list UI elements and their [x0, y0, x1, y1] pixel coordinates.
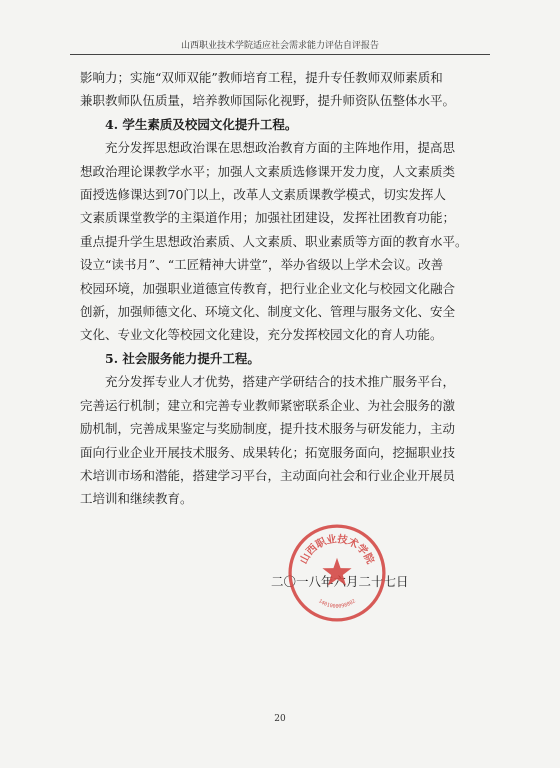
paragraph-line: 兼职教师队伍质量，培养教师国际化视野，提升师资队伍整体水平。 — [80, 93, 456, 109]
paragraph-line: 术培训市场和潜能，搭建学习平台，主动面向社会和行业企业开展员 — [80, 467, 456, 483]
section-heading: 4. 学生素质及校园文化提升工程。 — [105, 116, 298, 132]
body-text — [80, 66, 480, 511]
paragraph-line: 完善运行机制；建立和完善专业教师紧密联系企业、为社会服务的激 — [80, 397, 456, 413]
official-seal-stamp — [286, 522, 388, 624]
paragraph-line: 励机制，完善成果鉴定与奖励制度，提升技术服务与研发能力，主动 — [80, 421, 456, 437]
seal-code-text: 1401000098802 — [317, 598, 357, 610]
paragraph-line: 面向行业企业开展技术服务、成果转化；拓宽服务面向，挖掘职业技 — [80, 444, 456, 460]
section-heading: 5. 社会服务能力提升工程。 — [105, 350, 260, 366]
running-header: 山西职业技术学院适应社会需求能力评估自评报告 — [180, 41, 379, 51]
signature-date: 二〇一八年六月二十七日 — [271, 574, 409, 589]
paragraph-line: 想政治理论课教学水平；加强人文素质选修课开发力度，人文素质类 — [80, 163, 456, 179]
paragraph-line: 设立“读书月”、“工匠精神大讲堂”，举办省级以上学术会议。改善 — [80, 257, 444, 273]
paragraph-line: 文素质课堂教学的主渠道作用；加强社团建设，发挥社团教育功能； — [80, 210, 456, 226]
page-number: 20 — [274, 714, 286, 724]
seal-name-text: 山西职业技术学院 — [298, 534, 376, 566]
header-rule — [70, 54, 490, 55]
paragraph-line: 充分发挥思想政治课在思想政治教育方面的主阵地作用，提高思 — [105, 140, 456, 156]
paragraph-line: 工培训和继续教育。 — [80, 491, 193, 507]
paragraph-line: 重点提升学生思想政治素质、人文素质、职业素质等方面的教育水平。 — [80, 233, 468, 249]
paragraph-line: 文化、专业文化等校园文化建设，充分发挥校园文化的育人功能。 — [80, 327, 443, 343]
paragraph-line: 校园环境，加强职业道德宣传教育，把行业企业文化与校园文化融合 — [80, 280, 456, 296]
star-icon — [322, 558, 351, 586]
paragraph-line: 影响力；实施“双师双能”教师培育工程，提升专任教师双师素质和 — [80, 70, 443, 85]
paragraph-line: 充分发挥专业人才优势，搭建产学研结合的技术推广服务平台， — [105, 374, 456, 390]
paragraph-line: 创新，加强师德文化、环境文化、制度文化、管理与服务文化、安全 — [80, 304, 456, 320]
paragraph-line: 面授选修课达到70门以上，改革人文素质课教学模式，切实发挥人 — [80, 187, 446, 203]
